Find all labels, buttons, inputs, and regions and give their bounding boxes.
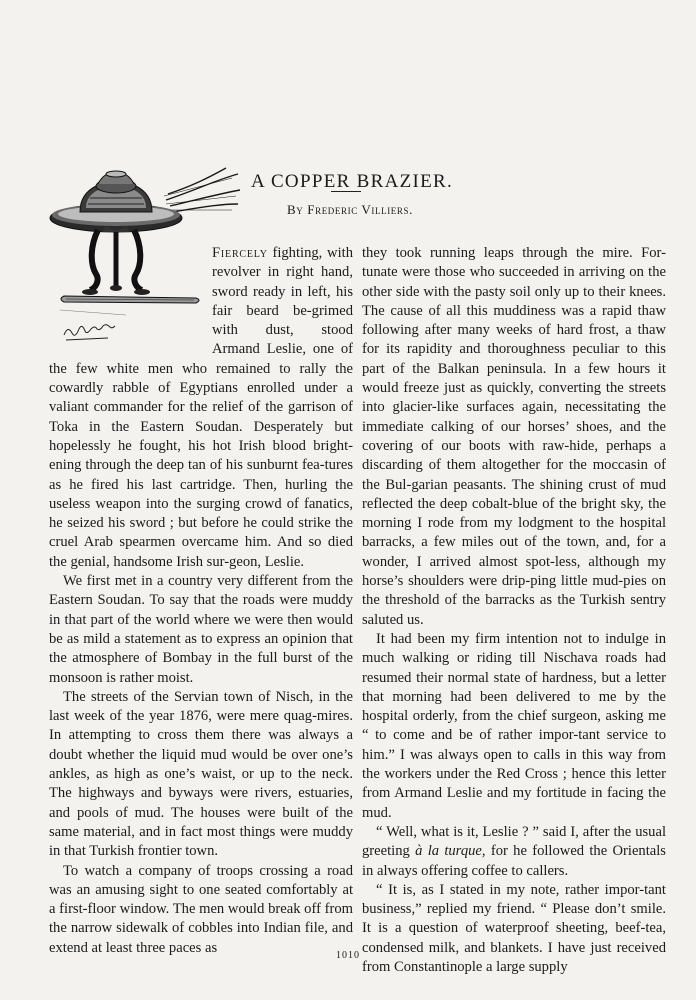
paragraph-2: We first met in a country very different from the Eastern Soudan. To say that the roads were muddy in that part of the world where we were then would be as mild a statement as to express an opinion that the atmosphere of Bombay in the full burst of the monsoon is rather moist.	[49, 573, 353, 686]
paragraph-6-part-b: , for he followed the Orientals in always offering coffee to callers.	[362, 843, 666, 879]
paragraph-4-start: To watch a company of troops crossing a road was an amusing sight to one seated comfortably at a first-floor window. The men would break off from the narrow sidewalk of cobbles into Indian file, and extend at least three paces as	[49, 862, 353, 956]
paragraph-3: The streets of the Servian town of Nisch, in the last week of the year 1876, were mere quag-mires. In attempting to cross them there was always a doubt whether the liquid mud would be over one’s ankles, as high as one’s waist, or up to the neck. The highways and byways were rivers, estuaries, and pools of mud. The houses were built of the same material, and in fact most things were muddy in that Turkish frontier town.	[49, 688, 353, 860]
title-rule	[331, 191, 361, 192]
paragraph-4-continued: they took running leaps through the mire. For-tunate were those who succeeded in arriving on the other side with the pasty soil only up to their knees. The cause of all this muddiness was a rapid thaw following after many weeks of hard frost, a thaw for its rapidity and thoroughness peculiar to this part of the Balkan peninsula. In a few hours it would freeze just as quickly, converting the streets into glacier-like surfaces again, necessitating the immediate calking of our horses’ shoes, and the covering of our boots with raw-hide, perhaps a discarding of them altogether for the moccasin of the Bul-garian peasants. The shining crust of mud reflected the deep cobalt-blue of the bright sky, the morning I rode from my lodgment to the hospital barracks, a few miles out of the town, and, for a wonder, I arrived almost spot-less, although my horse’s shoulders were drip-ping little mud-pies on the threshold of the barracks as the Turkish sentry saluted us.	[362, 245, 666, 628]
byline	[230, 202, 470, 218]
paragraph-6-part-a: “ Well, what is it, Leslie ? ” said I, after the usual greeting	[362, 823, 666, 860]
page-number: 1010	[336, 950, 360, 961]
paragraph-1-text: fighting, with revolver in right hand, sword ready in left, his fair beard be-grimed with dust, stood Armand Leslie, one of the few white men who remained to rally the cowardly rabble of Egyptians enrolled under a valiant commander for the relief of the garrison of Toka in the Eastern Soudan. Desperately but hopelessly he fought, his hot Irish blood bright-ening through the deep tan of his sunburnt fea-tures as he fired his last cartridge. Then, hurling the useless weapon into the surging crowd of fanatics, he seized his sword ; but before he could strike the cruel Arab spearmen overcame him. And so died the genial, handsome Irish sur-geon, Leslie.	[49, 245, 353, 570]
byline-author: Frederic Villiers.	[307, 202, 413, 217]
paragraph-6	[362, 823, 666, 881]
column-right	[362, 244, 666, 977]
lead-word: Fiercely	[212, 245, 268, 261]
paragraph-5: It had been my firm intention not to indulge in much walking or riding till Nischava roads had resumed their normal state of hardness, but a letter that morning had been delivered to me by the hospital orderly, from the chief surgeon, asking me “ to come and be of rather impor-tant service to him.” I was always open to calls in this way from the workers under the Red Cross ; hence this letter from Armand Leslie and my fortitude in facing the mud.	[362, 630, 666, 821]
paragraph-6-italic: à la turque	[415, 843, 482, 860]
paragraph-7: “ It is, as I stated in my note, rather impor-tant business,” replied my friend. “ Please don’t smile. It is a question of waterproof sheeting, beef-tea, condensed milk, and blankets. I have just received from Constantinople a large supply	[362, 881, 666, 975]
column-left	[49, 244, 353, 958]
byline-prefix: By	[287, 202, 308, 217]
illustration-wrap-space	[48, 244, 212, 358]
article-title: A COPPER BRAZIER.	[250, 170, 454, 192]
